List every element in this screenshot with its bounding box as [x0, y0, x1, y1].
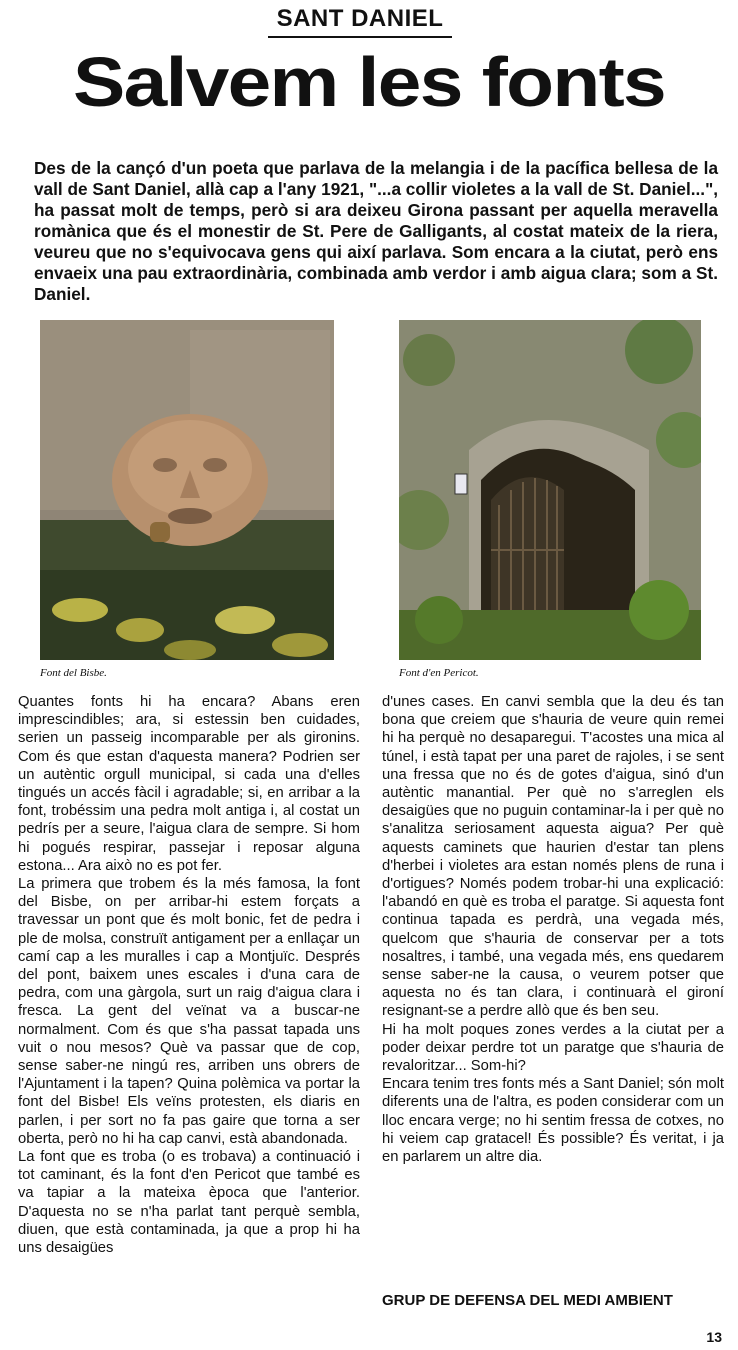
paragraph: Encara tenim tres fonts més a Sant Daniel; són molt diferents una de l'altra, es poden considerar com un lloc encara verge; no hi sentim fressa de cotxes, no hi veiem cap gratacel! És possible? És veritat, i ja en parlarem un altre dia.	[382, 1076, 724, 1166]
font-den-pericot-photo	[399, 320, 701, 660]
article-title: Salvem les fonts	[73, 43, 665, 121]
paragraph: La font que es troba (o es trobava) a continuació i tot caminant, és la font d'en Pericot que també es va tapiar a la mateixa època que l'anterior. D'aquesta no se n'ha parlat tant perquè sembla, diuen, que està contaminada, ja que a prop hi ha uns desaigües	[18, 1149, 360, 1257]
section-heading: SANT DANIEL	[268, 4, 452, 38]
font-den-pericot-caption: Font d'en Pericot.	[399, 667, 479, 679]
page-number: 13	[706, 1329, 722, 1345]
lead-paragraph: Des de la cançó d'un poeta que parlava de la melangia i de la pacífica bellesa de la vall de Sant Daniel, allà cap a l'any 1921, "...a collir violetes a la vall de St. Daniel...", ha passat molt de temps, però si ara deixeu Girona passant per aquella meravella romànica que és el monestir de St. Pere de Galligants, al costat mateix de la riera, veureu que no s'equivocava gens qui així parlava. Som encara a la ciutat, però ens envaeix una pau extraordinària, combinada amb verdor i amb aigua clara; som a St. Daniel.	[34, 158, 718, 304]
paragraph: Hi ha molt poques zones verdes a la ciutat per a poder deixar perdre tot un paratge que s'hauria de revaloritzar... Som-hi?	[382, 1021, 724, 1075]
font-del-bisbe-caption: Font del Bisbe.	[40, 667, 107, 679]
body-column-right	[382, 693, 724, 1166]
paragraph: Quantes fonts hi ha encara? Abans eren imprescindibles; ara, si estessin ben cuidades, serien un passeig incomparable per als gironins. Com és que estan d'aquesta manera? Podrien ser un autèntic orgull municipal, si cada una d'elles tingués un accés fàcil i agradable; si, en arribar a la font, trobéssim una pedra molt antiga i, al costat un pedrís per a seure, l'aigua clara de sempre. Si hom hi pogués respirar, passejar i reposar alguna estona... Ara això no es pot fer.	[18, 694, 360, 874]
body-column-left	[18, 693, 360, 1257]
paragraph: La primera que trobem és la més famosa, la font del Bisbe, on per arribar-hi estem forçats a travessar un pont que és molt bonic, fet de pedra i ple de molsa, construït antigament per a enllaçar un camí cap a les muralles i cap a Montjuïc. Després del pont, baixem unes escales i d'una cara de pedra, com una gàrgola, surt un raig d'aigua clara i fresca. La gent del veïnat va a buscar-ne normalment. Com és que s'ha passat tapada uns vuit o nou mesos? Què va passar que de cop, sense saber-ne ningú res, arriben uns obrers de l'Ajuntament i la tapen? Quina polèmica va portar la font del Bisbe! Els veïns protesten, els diaris en parlen, i per sort no fa pas gaire que torna a ser oberta, però no hi ha cap canvi, està abandonada.	[18, 876, 360, 1147]
paragraph: d'unes cases. En canvi sembla que la deu és tan bona que creiem que s'hauria de veure quin remei hi ha perquè no desaparegui. T'acostes una mica al túnel, i està tapat per una paret de rajoles, i se sent una fressa que no és de gotes d'aigua, sinó d'un autèntic manantial. Per què no s'arreglen els desaigües que no puguin contaminar-la i per què no s'analitza seriosament aquesta aigua? Per què aquests caminets que haurien d'estar tan plens d'herbei i violetes ara estan només plens de runa i d'ortigues? Només podem trobar-hi una explicació: l'abandó en què es troba el paratge. Si aquesta font continua tapada es perdrà, una vegada més, quelcom que s'hauria de conservar per a tots nosaltres, i també, una vegada més, ens quedarem sense saber-ne la causa, o veurem potser que aquesta no és tan clara, i continuarà el gironí resignant-se a perdre allò que és ben seu.	[382, 694, 724, 1020]
author-signature: GRUP DE DEFENSA DEL MEDI AMBIENT	[382, 1292, 673, 1309]
font-del-bisbe-photo	[40, 320, 334, 660]
